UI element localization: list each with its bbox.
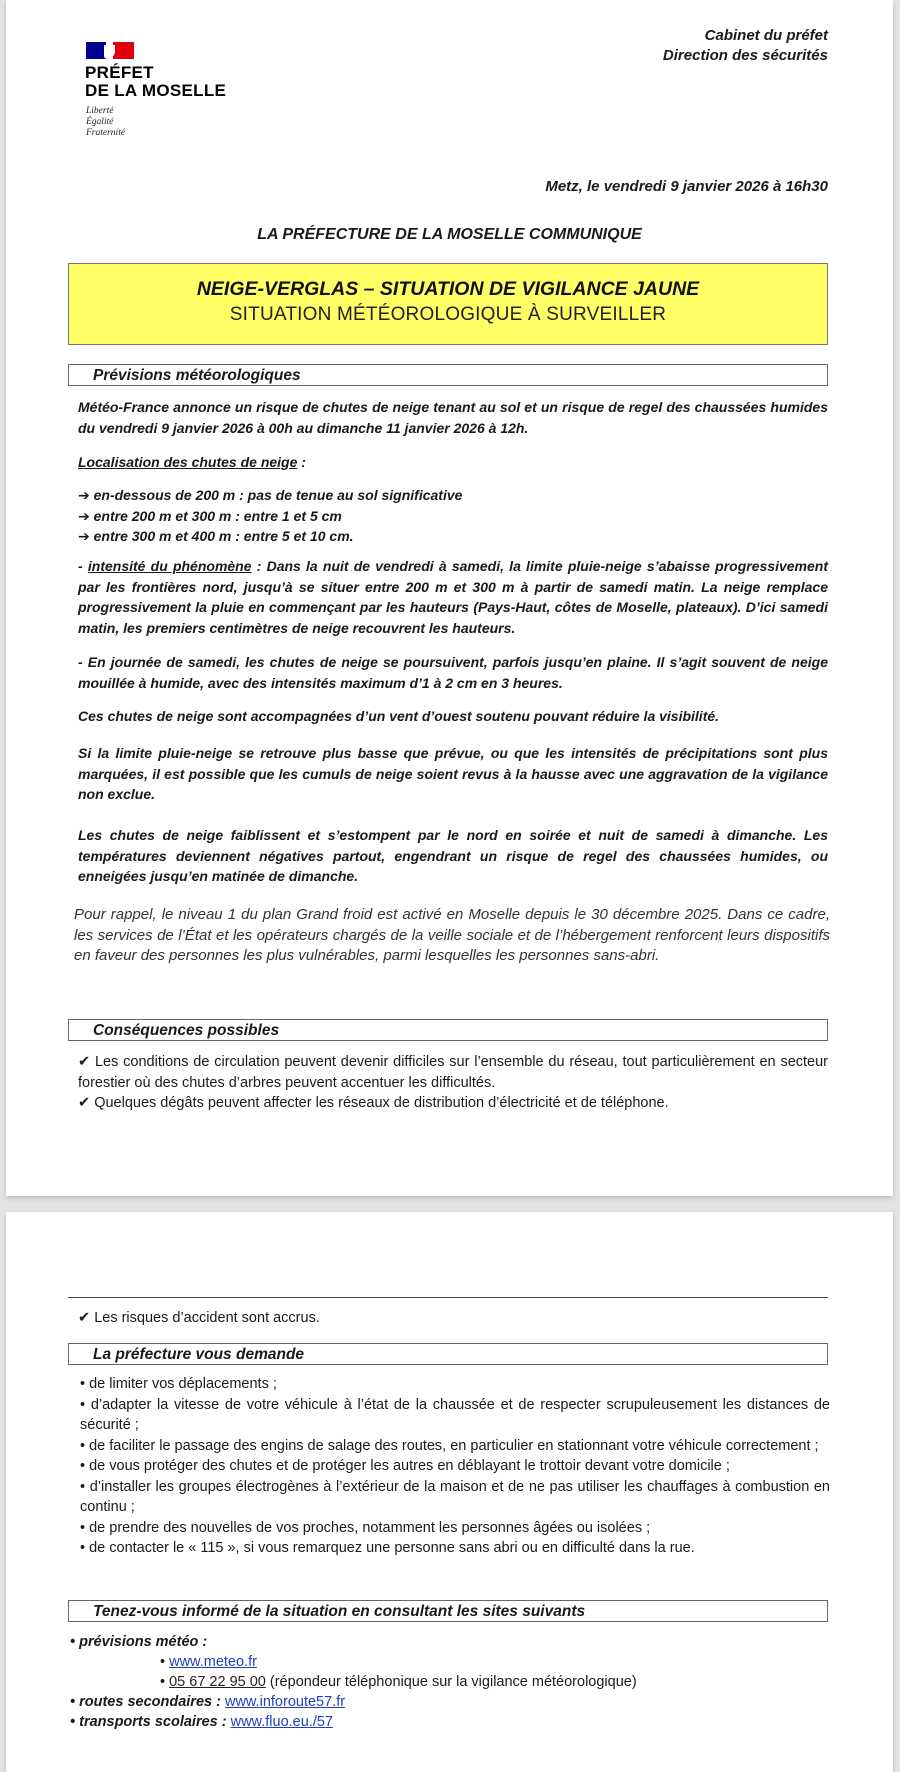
check-icon: ✔	[78, 1054, 91, 1070]
prefect-logo-title: PRÉFET DE LA MOSELLE	[85, 63, 227, 100]
localisation-list	[78, 485, 828, 547]
bullet-icon: •	[80, 1376, 86, 1392]
grand-froid-paragraph: Pour rappel, le niveau 1 du plan Grand froid est activé en Moselle depuis le 30 décembre 2025. Dans ce cadre, les services de l’État et les opérateurs chargés de la veille sociale et de l’hébergement renforcent leurs dispositifs en faveur des personnes les plus vulnérables, parmi lesquelles les personnes sans-abri.	[74, 906, 830, 964]
request-item: • de vous protéger des chutes et de protéger les autres en déblayant le trottoir devant votre domicile ;	[80, 1458, 730, 1474]
localisation-item: ➔ en-dessous de 200 m : pas de tenue au sol significative	[78, 487, 463, 503]
section-heading-info-sites: Tenez-vous informé de la situation en consultant les sites suivants	[68, 1600, 828, 1622]
meteo-link[interactable]: www.meteo.fr	[169, 1654, 257, 1670]
section-heading-consequences: Conséquences possibles	[68, 1019, 828, 1041]
inforoute-link[interactable]: www.inforoute57.fr	[224, 1694, 346, 1710]
ending-paragraph: Les chutes de neige faiblissent et s’estompent par le nord en soirée et nuit de samedi à dimanche. Les températures deviennent négatives partout, engendrant un risque de regel des chaussées humides, ou enneigées jusqu’en matinée de dimanche.	[78, 827, 828, 884]
transports-item: • transports scolaires : www.fluo.eu./57	[70, 1714, 333, 1730]
bullet-icon: •	[80, 1458, 86, 1474]
requests-list	[80, 1374, 830, 1559]
intensity-paragraph: - intensité du phénomène : Dans la nuit de vendredi à samedi, la limite pluie-neige s’abaisse progressivement par les frontières nord, jusqu’à se situer entre 200 m et 300 m à partir de samedi matin. La neige remplace progressivement la pluie en commençant par les hauteurs (Pays-Haut, côtes de Moselle, plateaux). D’ici samedi matin, les premiers centimètres de neige recouvrent les hauteurs.	[78, 558, 828, 636]
request-item: • d’installer les groupes électrogènes à l’extérieur de la maison et de ne pas utiliser les chauffages à combustion en continu ;	[80, 1478, 830, 1515]
check-icon: ✔	[78, 1310, 91, 1326]
document-page-2	[6, 1212, 893, 1772]
office-header: Cabinet du préfet Direction des sécurités	[662, 27, 828, 64]
vigilance-banner	[68, 263, 828, 345]
vigilance-subtitle: SITUATION MÉTÉOROLOGIQUE À SURVEILLER	[229, 304, 667, 325]
bullet-icon: •	[80, 1437, 86, 1454]
bullet-icon: •	[80, 1396, 86, 1413]
section-heading-requests: La préfecture vous demande	[68, 1343, 828, 1365]
request-item: • de contacter le « 115 », si vous remarquez une personne sans abri ou en difficulté dans la rue.	[80, 1540, 695, 1556]
republic-motto: Liberté Égalité Fraternité	[86, 106, 126, 138]
divider	[68, 1297, 828, 1298]
request-item: • de limiter vos déplacements ;	[80, 1376, 277, 1392]
aggravation-paragraph: Si la limite pluie-neige se retrouve plus basse que prévue, ou que les intensités de précipitations sont plus marquées, il est possible que les cumuls de neige soient revus à la hausse avec une aggravation de la vigilance non exclue.	[78, 745, 828, 802]
consequence-item: ✔ Les conditions de circulation peuvent devenir difficiles sur l’ensemble du réseau, tout particulièrement en secteur forestier où des chutes d’arbres peuvent accentuer les difficultés.	[78, 1054, 828, 1091]
fluo-link[interactable]: www.fluo.eu./57	[230, 1714, 333, 1730]
info-sites-list	[70, 1632, 830, 1732]
consequence-item: ✔ Les risques d’accident sont accrus.	[78, 1310, 320, 1326]
vigilance-title: NEIGE-VERGLAS – SITUATION DE VIGILANCE JAUNE	[196, 278, 700, 300]
request-item: • de prendre des nouvelles de vos proches, notamment les personnes âgées ou isolées ;	[80, 1519, 651, 1536]
routes-item: • routes secondaires : www.inforoute57.fr	[70, 1694, 346, 1710]
republic-flag-logo	[86, 42, 134, 59]
bullet-icon: •	[80, 1519, 86, 1536]
meteo-phone-number[interactable]: 05 67 22 95 00	[169, 1674, 266, 1690]
wind-paragraph: Ces chutes de neige sont accompagnées d’un vent d’ouest soutenu pouvant réduire la visibilité.	[78, 708, 720, 724]
document-date: Metz, le vendredi 9 janvier 2026 à 16h30	[545, 178, 828, 195]
consequences-list-continued	[78, 1308, 828, 1329]
request-item: • d’adapter la vitesse de votre véhicule à l’état de la chaussée et de respecter scrupuleusement les distances de sécurité ;	[80, 1396, 830, 1433]
section-heading-forecast: Prévisions météorologiques	[68, 364, 828, 386]
meteo-forecast-label: • prévisions météo :	[70, 1634, 208, 1650]
saturday-paragraph: - En journée de samedi, les chutes de neige se poursuivent, parfois jusqu’en plaine. Il s’agit souvent de neige mouillée à humide, avec des intensités maximum d’1 à 2 cm en 3 heures.	[78, 654, 828, 691]
localisation-item: ➔ entre 300 m et 400 m : entre 5 et 10 cm.	[78, 528, 354, 544]
meteo-phone-item: • 05 67 22 95 00 (répondeur téléphonique sur la vigilance météorologique)	[160, 1674, 637, 1690]
meteo-link-item: • www.meteo.fr	[160, 1654, 257, 1670]
forecast-intro: Météo-France annonce un risque de chutes de neige tenant au sol et un risque de regel des chaussées humides du vendredi 9 janvier 2026 à 00h au dimanche 11 janvier 2026 à 12h.	[78, 399, 828, 436]
check-icon: ✔	[78, 1095, 91, 1111]
document-page-1	[6, 0, 893, 1196]
bullet-icon: •	[80, 1478, 86, 1495]
localisation-item: ➔ entre 200 m et 300 m : entre 1 et 5 cm	[78, 507, 342, 524]
consequence-item: ✔ Quelques dégâts peuvent affecter les réseaux de distribution d’électricité et de téléphone.	[78, 1095, 669, 1111]
consequences-list	[78, 1052, 828, 1114]
localisation-heading: Localisation des chutes de neige :	[78, 454, 306, 470]
communique-title: LA PRÉFECTURE DE LA MOSELLE COMMUNIQUE	[257, 226, 642, 243]
request-item: • de faciliter le passage des engins de salage des routes, en particulier en stationnant votre véhicule correctement ;	[80, 1437, 819, 1454]
bullet-icon: •	[80, 1540, 86, 1556]
